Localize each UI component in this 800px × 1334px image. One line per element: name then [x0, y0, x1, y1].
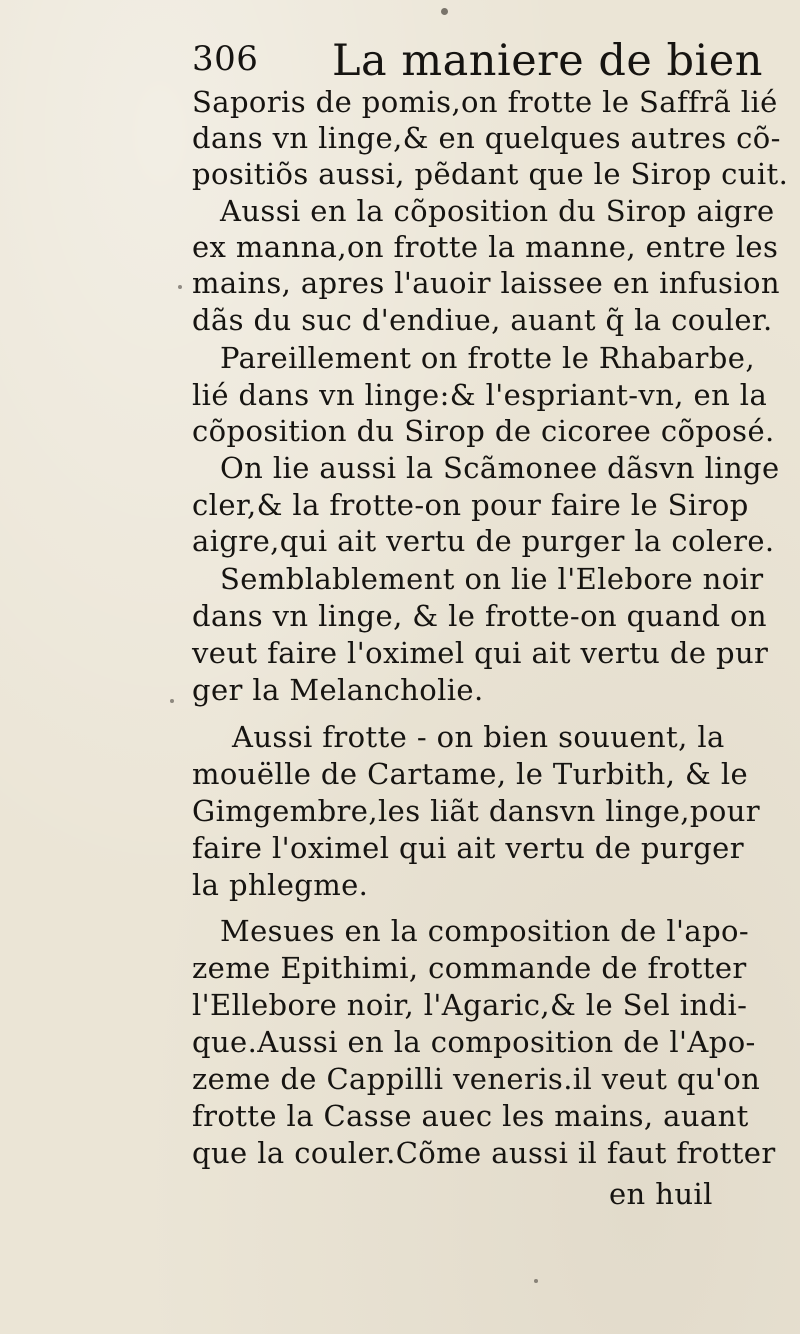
text-line: Aussi frotte - on bien souuent, la	[232, 720, 725, 754]
text-line: veut faire l'oximel qui ait vertu de pur	[192, 636, 769, 670]
text-line: cõposition du Sirop de cicoree cõposé.	[192, 414, 775, 448]
text-line: Pareillement on frotte le Rhabarbe,	[220, 341, 755, 375]
text-line: mains, apres l'auoir laissee en infusion	[192, 266, 780, 300]
text-line: la phlegme.	[192, 868, 369, 902]
ink-spot	[178, 285, 182, 289]
text-line: ger la Melancholie.	[192, 673, 484, 707]
text-line: Saporis de pomis,on frotte le Saffrã lié	[192, 85, 778, 119]
text-line: dãs du suc d'endiue, auant q̃ la couler.	[192, 303, 773, 337]
text-line: frotte la Casse auec les mains, auant	[192, 1099, 749, 1133]
text-line: que.Aussi en la composition de l'Apo-	[192, 1025, 756, 1059]
text-line: dans vn linge,& en quelques autres cõ-	[192, 121, 781, 155]
text-line: cler,& la frotte-on pour faire le Sirop	[192, 488, 749, 522]
text-line: positiõs aussi, pẽdant que le Sirop cuit.	[192, 157, 789, 191]
text-line: faire l'oximel qui ait vertu de purger	[192, 831, 744, 865]
text-line: dans vn linge, & le frotte-on quand on	[192, 599, 767, 633]
text-line: zeme Epithimi, commande de frotter	[192, 951, 747, 985]
text-line: en huil	[609, 1177, 713, 1211]
text-line: aigre,qui ait vertu de purger la colere.	[192, 524, 775, 558]
text-line: On lie aussi la Scãmonee dãsvn linge	[220, 451, 780, 485]
body-text	[192, 84, 789, 1314]
ink-spot	[441, 8, 448, 15]
text-line: lié dans vn linge:& l'espriant-vn, en la	[192, 378, 768, 412]
text-line: mouëlle de Cartame, le Turbith, & le	[192, 757, 749, 791]
text-line: Gimgembre,les liãt dansvn linge,pour	[192, 794, 761, 828]
ink-spot	[534, 1279, 538, 1283]
text-line: Semblablement on lie l'Elebore noir	[220, 562, 764, 596]
text-line: ex manna,on frotte la manne, entre les	[192, 230, 779, 264]
text-line: zeme de Cappilli veneris.il veut qu'on	[192, 1062, 761, 1096]
text-line: Aussi en la cõposition du Sirop aigre	[220, 194, 775, 228]
text-line: l'Ellebore noir, l'Agaric,& le Sel indi-	[192, 988, 748, 1022]
text-line: que la couler.Cõme aussi il faut frotter	[192, 1136, 776, 1170]
page-number: 306	[192, 39, 259, 79]
running-title: La maniere de bien	[332, 36, 763, 86]
ink-spot	[170, 699, 174, 703]
text-line: Mesues en la composition de l'apo-	[220, 914, 750, 948]
